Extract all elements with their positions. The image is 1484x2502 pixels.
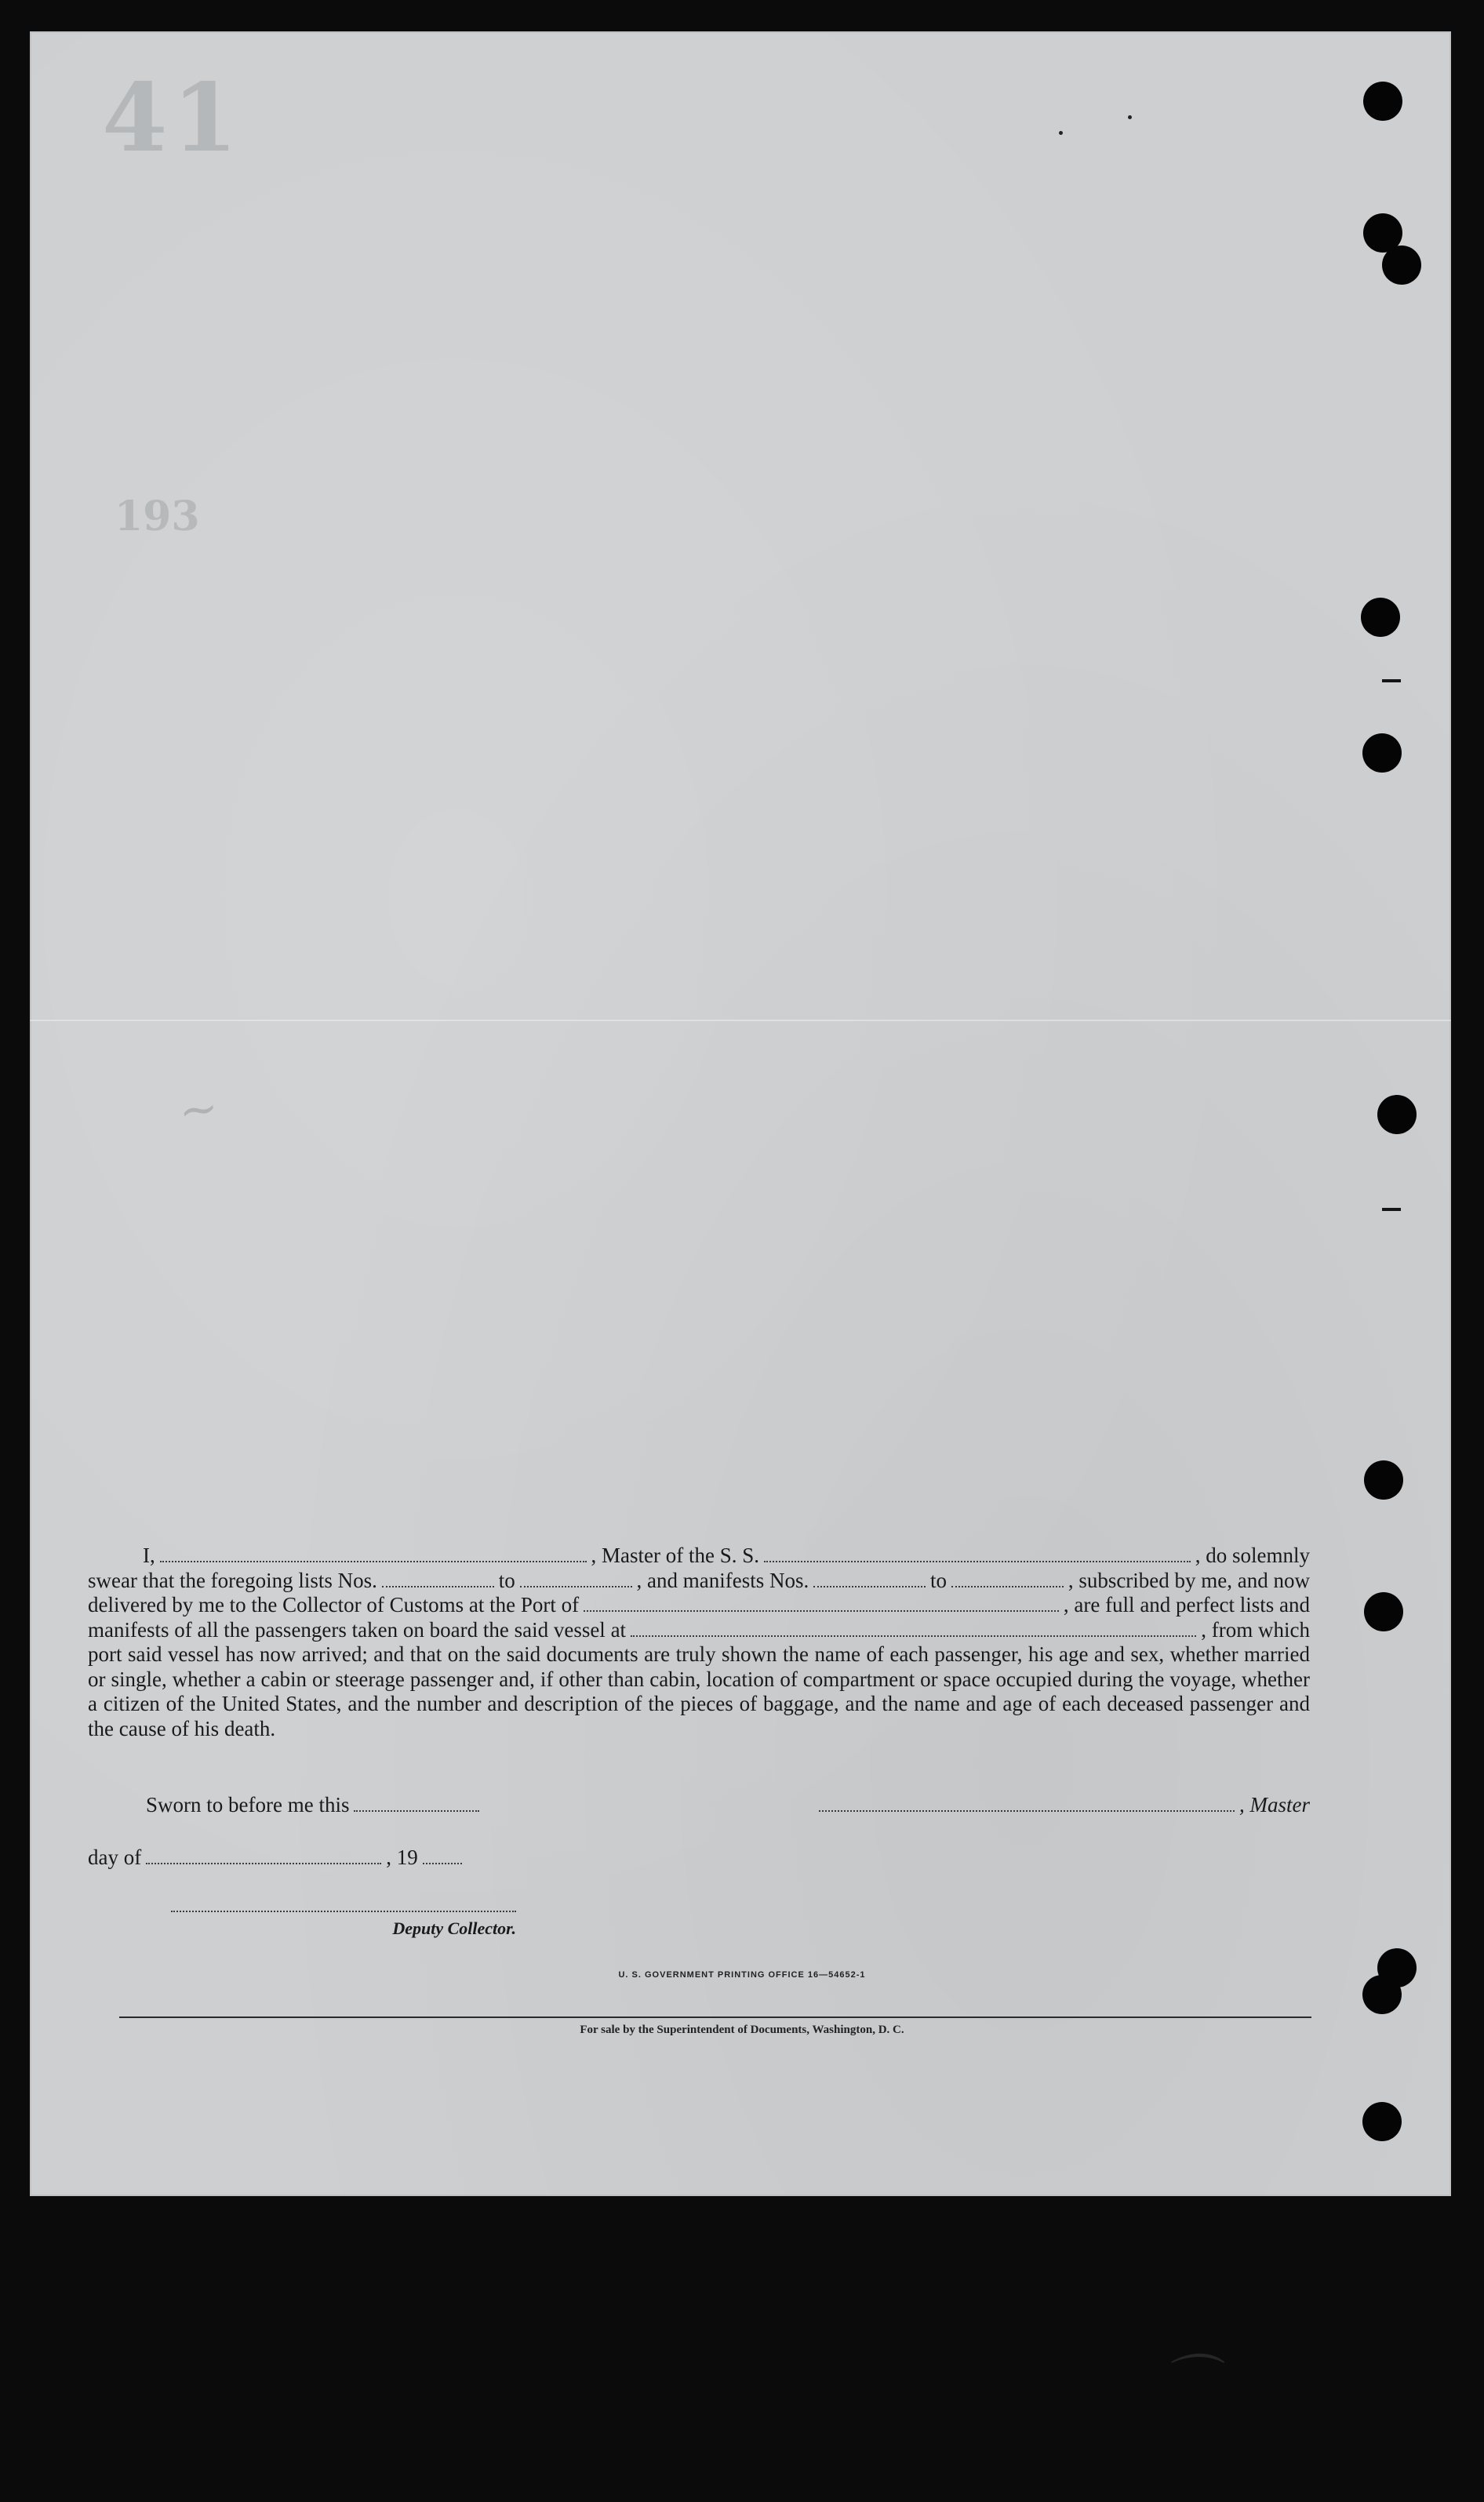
gpo-imprint: U. S. GOVERNMENT PRINTING OFFICE 16—54652-1 [618, 1970, 866, 1980]
page-fold-line [30, 1020, 1451, 1021]
ink-speck [1059, 131, 1063, 135]
footer-rule [119, 2017, 1311, 2018]
oath-text: delivered by me to the Collector of Customs at the Port of [88, 1593, 580, 1616]
year-prefix: , 19 [386, 1846, 418, 1869]
oath-text: , from which [1201, 1617, 1310, 1642]
oath-text: to [498, 1568, 515, 1592]
oath-text: swear that the foregoing lists Nos. [88, 1568, 377, 1592]
margin-tick-mark [1382, 679, 1401, 682]
deputy-collector-block [171, 1900, 516, 1939]
punch-hole [1364, 1592, 1403, 1631]
oath-line-3 [88, 1593, 1310, 1618]
master-name-blank [160, 1560, 587, 1562]
oath-body-text: port said vessel has now arrived; and that on the said documents are truly shown the name of each passenger, his age and sex, whether married or single, whether a cabin or steerage passenger and, if other than cabin, location of compartment or space occupied during the voyage, whether a citizen of the United States, and the number and description of the pieces of baggage, and the name and age of each deceased passenger and the cause of his death. [88, 1642, 1310, 1740]
oath-text: , and manifests Nos. [636, 1568, 809, 1592]
master-signature-blank [819, 1809, 1235, 1812]
oath-line-4 [88, 1618, 1310, 1643]
deputy-signature-blank [171, 1900, 516, 1912]
faint-scan-artifact: ⌒ [1161, 2349, 1216, 2413]
document-sheet [30, 31, 1451, 2196]
punch-hole [1377, 1095, 1417, 1134]
punch-hole [1363, 82, 1402, 121]
oath-text: , subscribed by me, and now [1068, 1568, 1311, 1592]
port-of-arrival-blank [584, 1609, 1059, 1612]
day-row [88, 1846, 558, 1870]
port-of-embarkation-blank [631, 1635, 1196, 1637]
sworn-label: Sworn to before me this [146, 1793, 350, 1816]
oath-text: , Master of the S. S. [591, 1544, 759, 1567]
bleed-through-page-number: 41 [102, 63, 242, 173]
for-sale-notice: For sale by the Superintendent of Documents, Washington, D. C. [580, 2024, 904, 2036]
lists-to-blank [520, 1585, 632, 1587]
oath-text: manifests of all the passengers taken on board the said vessel at [88, 1617, 627, 1642]
oath-text: , are full and perfect lists and [1063, 1593, 1310, 1616]
punch-hole [1382, 245, 1421, 285]
punch-hole [1362, 2102, 1402, 2141]
year-blank [423, 1862, 462, 1864]
margin-tick-mark [1382, 1208, 1401, 1211]
punch-hole [1361, 598, 1400, 637]
punch-hole [1364, 1460, 1403, 1500]
faint-handwriting-mark: ~ [175, 1079, 222, 1140]
oath-text: to [930, 1568, 948, 1592]
lists-from-blank [382, 1585, 494, 1587]
sworn-row [88, 1793, 1310, 1817]
master-label: , Master [1239, 1793, 1310, 1816]
punch-hole [1362, 733, 1402, 773]
vessel-name-blank [764, 1560, 1191, 1562]
bleed-through-stamp-number: 193 [115, 493, 200, 540]
manifests-from-blank [813, 1585, 926, 1587]
oath-text: , do solemnly [1195, 1544, 1311, 1567]
oath-line-2 [88, 1569, 1310, 1594]
day-of-label: day of [88, 1846, 142, 1869]
punch-hole [1362, 1975, 1402, 2014]
oath-line-1 [88, 1544, 1310, 1569]
oath-text: I, [143, 1544, 155, 1567]
sworn-date-blank [354, 1809, 479, 1812]
deputy-collector-label: Deputy Collector. [392, 1918, 516, 1938]
manifests-to-blank [951, 1585, 1064, 1587]
ink-speck [1128, 115, 1132, 119]
master-oath-paragraph [88, 1544, 1310, 1741]
month-blank [146, 1862, 381, 1864]
